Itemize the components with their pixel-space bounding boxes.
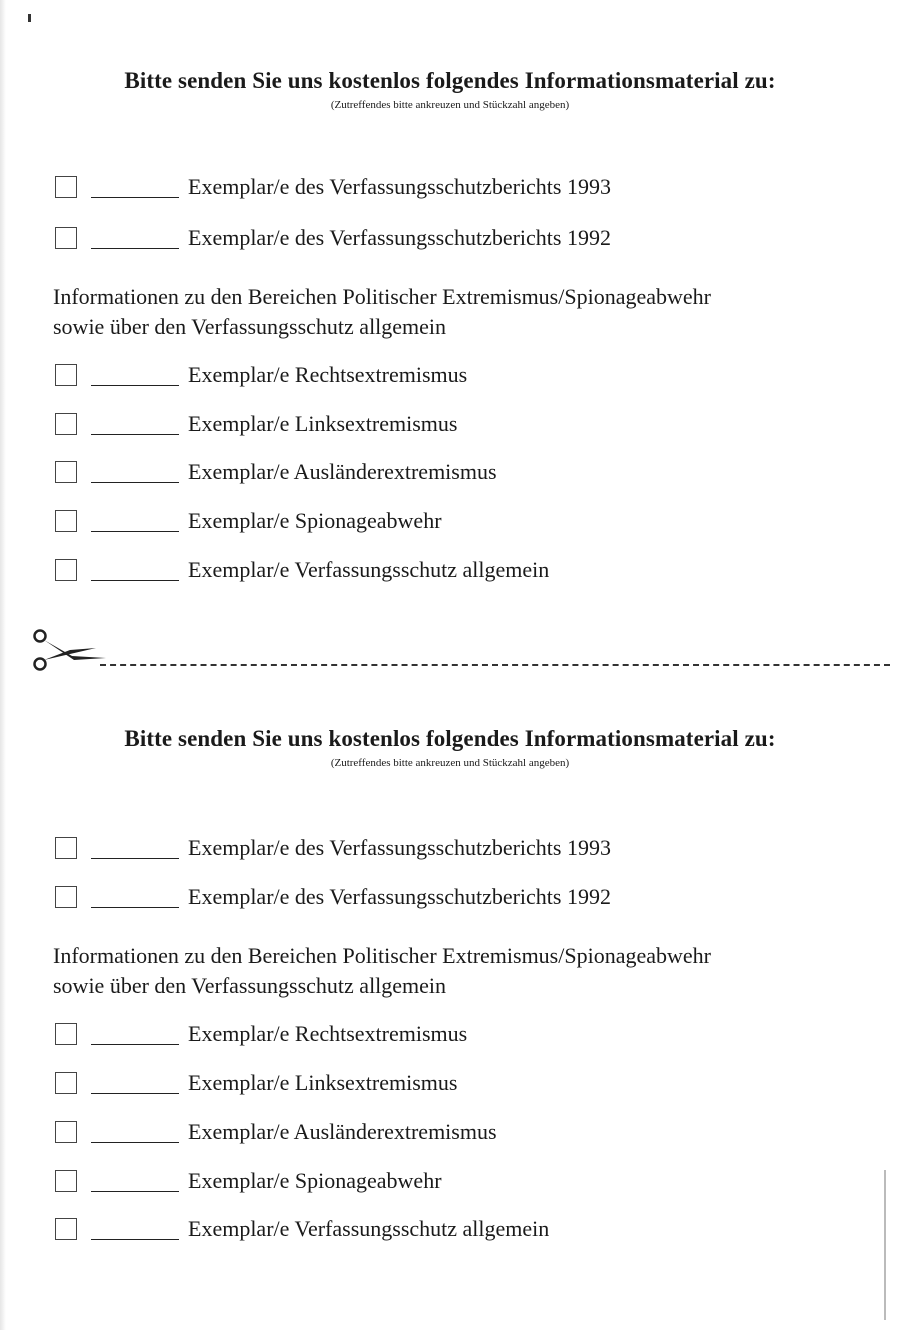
- info-line-2: sowie über den Verfassungsschutz allgemein: [53, 314, 447, 339]
- quantity-field[interactable]: [91, 858, 179, 859]
- quantity-field[interactable]: [91, 197, 179, 198]
- info-paragraph: [53, 941, 873, 1001]
- quantity-field[interactable]: [91, 248, 179, 249]
- checkbox[interactable]: [55, 837, 77, 859]
- cut-line: [30, 622, 890, 682]
- form-subtitle: (Zutreffendes bitte ankreuzen und Stückzahl angeben): [330, 757, 570, 769]
- checkbox[interactable]: [55, 227, 77, 249]
- checkbox[interactable]: [55, 1023, 77, 1045]
- info-line-2: sowie über den Verfassungsschutz allgemein: [53, 973, 447, 998]
- checkbox[interactable]: [55, 461, 77, 483]
- topic-label: Exemplar/e Rechtsextremismus: [188, 362, 468, 387]
- form-title: Bitte senden Sie uns kostenlos folgendes Informationsmaterial zu:: [124, 726, 776, 751]
- topic-label: Exemplar/e Ausländerextremismus: [188, 459, 497, 484]
- checkbox[interactable]: [55, 559, 77, 581]
- info-line-1: Informationen zu den Bereichen Politischer Extremismus/Spionageabwehr: [53, 943, 711, 968]
- topic-label: Exemplar/e Verfassungsschutz allgemein: [188, 1216, 550, 1241]
- checkbox[interactable]: [55, 364, 77, 386]
- checkbox[interactable]: [55, 176, 77, 198]
- quantity-field[interactable]: [91, 531, 179, 532]
- quantity-field[interactable]: [91, 1093, 179, 1094]
- quantity-field[interactable]: [91, 1044, 179, 1045]
- checkbox[interactable]: [55, 886, 77, 908]
- checkbox[interactable]: [55, 1121, 77, 1143]
- topic-label: Exemplar/e Linksextremismus: [188, 1070, 458, 1095]
- topic-label: Exemplar/e Rechtsextremismus: [188, 1021, 468, 1046]
- topic-label: Exemplar/e Verfassungsschutz allgemein: [188, 557, 550, 582]
- report-label: Exemplar/e des Verfassungsschutzberichts 1993: [188, 174, 611, 199]
- dashed-cut-line: [100, 664, 890, 666]
- quantity-field[interactable]: [91, 1191, 179, 1192]
- report-label: Exemplar/e des Verfassungsschutzberichts 1993: [188, 835, 611, 860]
- scan-mark: [28, 14, 31, 22]
- page-edge-line: [884, 1170, 886, 1320]
- topic-label: Exemplar/e Linksextremismus: [188, 411, 458, 436]
- quantity-field[interactable]: [91, 1239, 179, 1240]
- checkbox[interactable]: [55, 510, 77, 532]
- info-paragraph: [53, 282, 873, 342]
- checkbox[interactable]: [55, 1218, 77, 1240]
- quantity-field[interactable]: [91, 907, 179, 908]
- checkbox[interactable]: [55, 1170, 77, 1192]
- quantity-field[interactable]: [91, 482, 179, 483]
- quantity-field[interactable]: [91, 1142, 179, 1143]
- topic-label: Exemplar/e Ausländerextremismus: [188, 1119, 497, 1144]
- form-subtitle: (Zutreffendes bitte ankreuzen und Stückzahl angeben): [330, 99, 570, 111]
- checkbox[interactable]: [55, 1072, 77, 1094]
- form-title: Bitte senden Sie uns kostenlos folgendes Informationsmaterial zu:: [124, 68, 776, 93]
- scissors-icon: [30, 622, 110, 682]
- quantity-field[interactable]: [91, 385, 179, 386]
- report-label: Exemplar/e des Verfassungsschutzberichts 1992: [188, 225, 611, 250]
- topic-label: Exemplar/e Spionageabwehr: [188, 508, 442, 533]
- topic-label: Exemplar/e Spionageabwehr: [188, 1168, 442, 1193]
- report-label: Exemplar/e des Verfassungsschutzberichts 1992: [188, 884, 611, 909]
- quantity-field[interactable]: [91, 434, 179, 435]
- info-line-1: Informationen zu den Bereichen Politischer Extremismus/Spionageabwehr: [53, 284, 711, 309]
- page-shadow: [0, 0, 6, 1330]
- quantity-field[interactable]: [91, 580, 179, 581]
- checkbox[interactable]: [55, 413, 77, 435]
